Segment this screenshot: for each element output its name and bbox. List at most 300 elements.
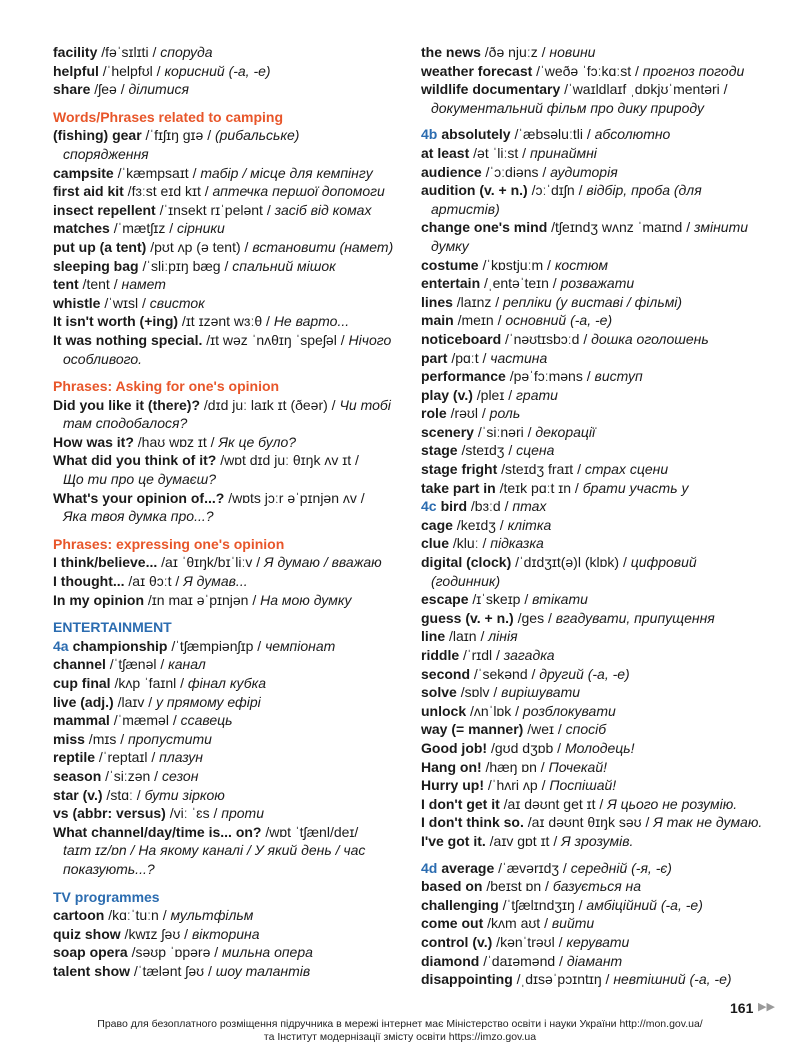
vocab-word: I think/believe... [53, 554, 158, 571]
vocab-translation: Нічого [348, 331, 392, 348]
vocab-translation: мильна опера [222, 944, 313, 961]
vocab-translation: спосіб [565, 721, 607, 738]
vocab-transcription: /ˈkæmpsaɪt / [113, 164, 201, 181]
unit-label: 4b [421, 126, 438, 143]
vocab-transcription: /fɜːst eɪd kɪt / [123, 183, 213, 200]
vocab-translation: принаймні [529, 144, 597, 161]
vocab-entry [421, 813, 766, 832]
vocab-entry [421, 933, 766, 952]
vocab-entry [421, 859, 766, 878]
vocab-translation: прогноз погоди [642, 62, 745, 79]
vocab-word: vs (abbr: versus) [53, 805, 166, 822]
vocab-translation-continued: документальний фільм про дику природу [431, 99, 704, 116]
vocab-entry [53, 655, 403, 674]
vocab-entry [53, 711, 403, 730]
vocab-translation: у прямому ефірі [156, 693, 261, 710]
vocab-word: entertain [421, 275, 481, 292]
vocab-transcription: /ʃeə / [90, 81, 129, 98]
vocab-translation: (рибальське) [214, 127, 300, 144]
vocab-transcription: /aɪ θɔːt / [124, 573, 184, 590]
vocab-translation: загадка [503, 647, 555, 663]
vocab-entry [53, 294, 403, 313]
vocab-word: helpful [53, 62, 99, 79]
vocab-transcription: /ˈɪnsekt rɪˈpelənt / [155, 201, 275, 218]
vocab-word: control (v.) [421, 933, 493, 950]
vocab-word: role [421, 405, 447, 422]
vocab-translation-continued: Яка твоя думка про...? [63, 508, 214, 525]
vocab-entry [53, 962, 403, 981]
vocab-entry [421, 534, 766, 553]
vocab-translation: аудиторія [550, 163, 618, 180]
vocab-transcription: /tʃeɪndʒ wʌnz ˈmaɪnd / [547, 219, 695, 236]
vocab-word: absolutely [441, 126, 511, 143]
page-number: 161 [730, 1000, 754, 1016]
vocab-word: Good job! [421, 739, 488, 756]
vocab-translation: основний (-а, -е) [505, 312, 613, 329]
vocab-entry [53, 201, 403, 220]
vocab-entry [421, 776, 766, 795]
vocab-word: clue [421, 535, 450, 552]
vocab-transcription: /ət ˈliːst / [469, 144, 530, 161]
vocab-entry [421, 441, 766, 460]
vocab-transcription: /ˈwaɪldlaɪf ˌdɒkjʊˈmentəri / [560, 81, 728, 98]
vocab-word: sleeping bag [53, 257, 139, 274]
vocab-entry [53, 693, 403, 712]
vocab-entry [53, 943, 403, 962]
vocab-transcription: /wɒt dɪd juː θɪŋk ʌv ɪt / [216, 452, 359, 469]
vocab-word: stage [421, 442, 458, 459]
vocab-entry [421, 914, 766, 933]
footer-line-2: та Інститут модернізації змісту освіти https://imzo.gov.ua [263, 1031, 537, 1043]
vocab-word: In my opinion [53, 591, 144, 608]
vocab-transcription: /steɪdʒ / [457, 442, 517, 459]
vocab-transcription: /ˌentəˈteɪn / [480, 275, 561, 292]
vocab-word: disappointing [421, 971, 513, 988]
vocab-transcription: /keɪdʒ / [452, 516, 508, 533]
vocab-word: What did you think of it? [53, 452, 217, 469]
vocab-translation: декорації [535, 423, 596, 440]
vocab-translation: Не варто... [273, 313, 350, 330]
vocab-translation: засіб від комах [274, 201, 372, 218]
vocab-translation: діамант [566, 952, 623, 969]
vocab-word: live (adj.) [53, 693, 114, 710]
vocab-word: bird [440, 498, 468, 515]
vocab-translation: вийти [551, 915, 595, 932]
vocab-transcription: /ˈdɪdʒɪt(ə)l (klɒk) / [511, 554, 631, 571]
vocab-entry [53, 62, 403, 81]
vocab-translation: вікторина [191, 925, 260, 942]
vocab-transcription: /ˈtʃænəl / [105, 656, 169, 673]
vocab-entry [421, 877, 766, 896]
vocab-entry [421, 516, 766, 535]
vocab-entry [53, 823, 403, 842]
vocab-word: mammal [53, 712, 110, 729]
vocab-translation: невтішний (-а, -е) [613, 971, 732, 988]
vocab-word: audience [421, 163, 482, 180]
vocab-entry [421, 144, 766, 163]
vocab-word: diamond [421, 952, 480, 969]
vocab-translation: репліки (у виставі / фільмі) [503, 293, 683, 310]
vocab-entry [421, 80, 766, 99]
vocab-entry [421, 497, 766, 516]
vocab-translation-continued: там сподобалося? [63, 415, 188, 432]
vocab-transcription: /ðə njuːz / [480, 44, 550, 60]
vocab-word: share [53, 81, 91, 98]
vocab-translation: мультфільм [170, 907, 254, 924]
vocab-entry [421, 896, 766, 915]
vocab-entry [53, 572, 403, 591]
vocab-translation: сцена [516, 442, 555, 459]
vocab-transcription: /tent / [78, 276, 122, 293]
vocab-word: first aid kit [53, 183, 124, 200]
vocab-word: championship [72, 637, 168, 654]
vocab-entry [421, 832, 766, 851]
vocab-translation: пропустити [128, 730, 212, 747]
vocab-entry [421, 795, 766, 814]
vocab-translation: лінія [488, 628, 518, 645]
vocab-translation: Молодець! [564, 739, 635, 756]
vocab-word: come out [421, 915, 484, 932]
vocab-translation: втікати [532, 591, 588, 608]
vocab-transcription: /ɪˈskeɪp / [468, 591, 533, 608]
vocab-word: Did you like it (there)? [53, 396, 201, 413]
vocab-word: cartoon [53, 907, 105, 924]
vocab-word: facility [53, 44, 98, 60]
vocab-transcription: /kwɪz ʃəʊ / [120, 925, 192, 942]
vocab-transcription: /pleɪ / [472, 386, 516, 403]
vocab-transcription: /aɪ dəʊnt θɪŋk səʊ / [523, 814, 654, 831]
vocab-entry [53, 804, 403, 823]
vocab-translation: Я думав... [183, 573, 248, 590]
vocab-entry [421, 349, 766, 368]
vocab-word: line [421, 628, 446, 645]
vocab-translation: брати участь у [582, 479, 689, 496]
vocab-translation: свисток [149, 294, 205, 311]
vocab-word: solve [421, 684, 457, 701]
vocab-entry [421, 460, 766, 479]
vocab-transcription: /ˈrɪdl / [459, 647, 504, 663]
vocab-transcription: /haʊ wɒz ɪt / [133, 433, 219, 450]
vocab-word: average [441, 859, 495, 876]
vocab-word: What channel/day/time is... on? [53, 823, 262, 840]
vocab-transcription: /sɒlv / [456, 684, 502, 701]
vocab-entry [421, 125, 766, 144]
vocab-entry [53, 219, 403, 238]
vocab-entry [421, 62, 766, 81]
vocab-translation: чемпіонат [265, 637, 336, 654]
vocab-transcription: /wɒt ˈtʃænl/deɪ/ [261, 823, 359, 840]
vocab-translation: фінал кубка [187, 675, 267, 691]
vocab-translation: намет [121, 276, 166, 293]
vocab-entry [53, 312, 403, 331]
vocab-transcription: /ˈæbsəluːtli / [510, 126, 595, 143]
vocab-entry [421, 665, 766, 684]
vocab-word: Hurry up! [421, 777, 484, 794]
vocab-transcription: /meɪn / [453, 312, 506, 329]
vocab-transcription: /kənˈtrəʊl / [492, 933, 567, 950]
section-heading: Phrases: expressing one's opinion [53, 535, 285, 552]
footer-line-1: Право для безоплатного розміщення підручника в мережі інтернет має Міністерство освіти і науки України http://mon.gov.ua/ [97, 1018, 703, 1030]
vocab-word: I don't get it [421, 795, 500, 812]
vocab-entry [53, 748, 403, 767]
vocab-word: whistle [53, 294, 101, 311]
vocab-word: performance [421, 368, 506, 385]
vocab-word: escape [421, 591, 469, 608]
vocab-transcription: /ˈfɪʃɪŋ gɪə / [141, 127, 215, 144]
vocab-entry [421, 386, 766, 405]
vocab-entry [53, 553, 403, 572]
vocab-word: tent [53, 276, 79, 293]
vocab-word: soap opera [53, 944, 128, 961]
vocab-transcription: /ˈsekənd / [470, 665, 540, 682]
vocab-translation: Поспішай! [549, 777, 617, 794]
vocab-word: scenery [421, 423, 474, 440]
vocab-translation: частина [490, 349, 548, 366]
vocab-entry [421, 646, 766, 665]
vocab-word: stage fright [421, 461, 498, 478]
vocab-transcription: /ˈhʌri ʌp / [484, 777, 550, 794]
unit-label: 4c [421, 498, 437, 515]
section-heading: ENTERTAINMENT [53, 619, 172, 636]
vocab-word: main [421, 312, 454, 329]
vocab-translation: грати [516, 386, 558, 403]
vocab-entry [53, 489, 403, 508]
vocab-entry [421, 609, 766, 628]
vocab-word: campsite [53, 164, 114, 181]
vocab-word: way (= manner) [421, 721, 524, 738]
vocab-word: second [421, 665, 471, 682]
section-heading: Phrases: Asking for one's opinion [53, 378, 280, 395]
vocab-word: digital (clock) [421, 554, 512, 571]
vocab-word: How was it? [53, 433, 134, 450]
vocab-translation: виступ [594, 368, 643, 385]
vocab-entry [421, 590, 766, 609]
vocab-translation: Почекай! [548, 758, 607, 775]
vocab-translation: встановити (намет) [252, 238, 394, 255]
vocab-entry [421, 256, 766, 275]
vocab-translation: проти [221, 805, 264, 822]
vocab-word: cage [421, 516, 453, 533]
vocab-translation: ділитися [128, 81, 189, 98]
footer [0, 1018, 800, 1044]
vocab-translation: вирішувати [501, 684, 581, 701]
vocab-transcription: /aɪ dəʊnt get ɪt / [499, 795, 608, 812]
vocab-entry [421, 720, 766, 739]
vocab-word: star (v.) [53, 786, 103, 803]
vocab-translation: підказка [490, 535, 544, 552]
vocab-translation: розблокувати [522, 702, 616, 719]
vocab-entry [421, 404, 766, 423]
vocab-transcription: /kluː / [449, 535, 491, 552]
vocab-word: talent show [53, 962, 131, 979]
vocab-transcription: /kɑːˈtuːn / [104, 907, 171, 924]
vocab-translation: плазун [159, 749, 203, 766]
vocab-entry [53, 767, 403, 786]
vocab-translation-continued: показують...? [63, 860, 155, 877]
section-heading: TV programmes [53, 888, 160, 905]
vocab-word: I thought... [53, 573, 125, 590]
vocab-transcription: /pəˈfɔːməns / [505, 368, 595, 385]
vocab-translation: На мою думку [260, 591, 352, 608]
vocab-transcription: /ʌnˈlɒk / [466, 702, 523, 719]
vocab-transcription: /ɪn maɪ əˈpɪnjən / [144, 591, 261, 608]
vocab-translation: базується на [552, 878, 642, 895]
vocab-transcription: /viː ˈɛs / [165, 805, 222, 822]
vocab-entry [53, 451, 403, 470]
vocab-word: quiz show [53, 925, 121, 942]
vocab-entry [53, 238, 403, 257]
vocab-entry [421, 683, 766, 702]
vocab-word: change one's mind [421, 219, 548, 236]
vocab-translation: змінити [694, 219, 749, 236]
vocab-translation-continued: Що ти про це думаєш? [63, 471, 217, 488]
section-heading: Words/Phrases related to camping [53, 108, 284, 125]
vocab-transcription: /ˈmæməl / [109, 712, 181, 729]
vocab-translation-continued: артистів) [431, 200, 500, 217]
vocab-transcription: /beɪst ɒn / [482, 878, 553, 895]
vocab-translation: страх сцени [584, 461, 669, 478]
vocab-word: at least [421, 144, 470, 161]
vocab-transcription: /ˈdaɪəmənd / [479, 952, 567, 969]
vocab-transcription: /steɪdʒ fraɪt / [497, 461, 585, 478]
vocab-translation: Я цього не розумію. [607, 795, 738, 812]
vocab-translation: бути зіркою [144, 786, 225, 803]
vocab-transcription: /fəˈsɪlɪti / [97, 44, 161, 60]
vocab-entry [421, 311, 766, 330]
vocab-translation: споруда [160, 44, 213, 60]
vocab-translation: другий (-а, -е) [539, 665, 630, 682]
vocab-word: I don't think so. [421, 814, 524, 831]
vocab-entry [421, 739, 766, 758]
vocab-transcription: /ges / [513, 609, 556, 626]
vocab-word: wildlife documentary [421, 81, 561, 98]
vocab-entry [53, 43, 403, 62]
vocab-word: (fishing) gear [53, 127, 142, 144]
vocab-transcription: /ˈhelpfʊl / [98, 62, 165, 79]
vocab-translation: відбір, проба (для [586, 182, 702, 199]
vocab-translation: розважати [560, 275, 635, 292]
vocab-transcription: /pɑːt / [447, 349, 491, 366]
vocab-transcription: /ɪt ɪzənt wɜːθ / [178, 313, 274, 330]
vocab-word: cup final [53, 675, 111, 691]
vocab-translation-continued: taɪm ɪz/ɒn / На якому каналі / У який день / час [63, 842, 366, 859]
vocab-word: riddle [421, 647, 460, 663]
vocab-transcription: /ɔːˈdɪʃn / [527, 182, 587, 199]
vocab-transcription: /ˈtælənt ʃəʊ / [130, 962, 216, 979]
vocab-word: noticeboard [421, 330, 502, 347]
vocab-translation: сірники [177, 220, 225, 237]
vocab-translation-continued: думку [431, 237, 469, 254]
vocab-entry [421, 43, 766, 62]
vocab-entry [53, 182, 403, 201]
vocab-word: costume [421, 256, 479, 273]
vocab-word: reptile [53, 749, 96, 766]
vocab-entry [53, 786, 403, 805]
next-page-icon: ▶▶ [758, 1001, 775, 1013]
vocab-transcription: /ˈævərɪdʒ / [494, 859, 571, 876]
vocab-translation: клітка [507, 516, 552, 533]
unit-label: 4d [421, 859, 438, 876]
vocab-transcription: /gʊd dʒɒb / [487, 739, 565, 756]
vocab-word: unlock [421, 702, 467, 719]
vocab-transcription: /ˈsliːpɪŋ bæg / [138, 257, 233, 274]
vocab-entry [53, 637, 403, 656]
vocab-translation: птах [512, 498, 547, 515]
vocab-word: guess (v. + n.) [421, 609, 514, 626]
vocab-transcription: /kʌp ˈfaɪnl / [110, 675, 188, 691]
vocab-translation: амбіційний (-а, -е) [586, 896, 703, 913]
vocab-word: weather forecast [421, 62, 533, 79]
vocab-word: part [421, 349, 448, 366]
vocab-transcription: /ˈreptaɪl / [95, 749, 160, 766]
vocab-transcription: /ˈwɪsl / [100, 294, 150, 311]
vocab-transcription: /ˈnəʊtɪsbɔːd / [501, 330, 592, 347]
vocab-transcription: /bɜːd / [467, 498, 513, 515]
vocab-translation: Я так не думаю. [653, 814, 763, 831]
vocab-translation: шоу талантів [215, 962, 311, 979]
vocab-word: the news [421, 44, 481, 60]
vocab-translation: сезон [161, 767, 199, 784]
vocab-entry [53, 591, 403, 610]
vocab-translation: цифровий [630, 554, 697, 571]
vocab-translation: Чи тобі [339, 396, 391, 413]
vocab-translation: корисний (-а, -е) [164, 62, 271, 79]
vocab-transcription: /ˈmætʃɪz / [109, 220, 178, 237]
vocab-entry [421, 218, 766, 237]
vocab-translation: Як це було? [218, 433, 297, 450]
vocab-transcription: /ˈɔːdiəns / [481, 163, 551, 180]
vocab-transcription: /laɪn / [445, 628, 489, 645]
vocab-translation: аптечка першої допомоги [212, 183, 385, 200]
vocab-entry [53, 331, 403, 350]
vocab-word: play (v.) [421, 386, 473, 403]
vocab-entry [53, 257, 403, 276]
vocab-word: It isn't worth (+ing) [53, 313, 179, 330]
vocab-word: It was nothing special. [53, 331, 203, 348]
vocab-transcription: /laɪnz / [452, 293, 504, 310]
right-column [421, 43, 766, 989]
vocab-word: challenging [421, 896, 499, 913]
vocab-translation-continued: спорядження [63, 145, 149, 162]
vocab-word: season [53, 767, 102, 784]
vocab-entry [421, 163, 766, 182]
vocab-entry [421, 274, 766, 293]
vocab-translation: дошка оголошень [591, 330, 709, 347]
vocab-translation: вгадувати, припущення [555, 609, 715, 626]
vocab-entry [53, 674, 403, 693]
unit-label: 4a [53, 637, 69, 654]
vocab-entry [53, 164, 403, 183]
vocab-transcription: /pʊt ʌp (ə tent) / [146, 238, 253, 255]
vocab-word: Hang on! [421, 758, 482, 775]
vocab-entry [421, 970, 766, 989]
vocab-transcription: /wɒts jɔːr əˈpɪnjən ʌv / [224, 489, 365, 506]
left-column [53, 43, 403, 981]
vocab-transcription: /teɪk pɑːt ɪn / [495, 479, 583, 496]
vocab-entry [421, 293, 766, 312]
vocab-entry [421, 758, 766, 777]
vocab-entry [421, 330, 766, 349]
vocab-transcription: /ˈtʃælɪndʒɪŋ / [498, 896, 587, 913]
vocab-entry [53, 396, 403, 415]
vocab-translation: абсолютно [594, 126, 671, 143]
vocab-translation: Я думаю / вважаю [264, 554, 382, 571]
vocab-transcription: /ˈkɒstjuːm / [478, 256, 555, 273]
vocab-transcription: /aɪ ˈθɪŋk/bɪˈliːv / [157, 554, 265, 571]
vocab-entry [53, 126, 403, 145]
vocab-word: miss [53, 730, 85, 747]
vocab-entry [421, 627, 766, 646]
